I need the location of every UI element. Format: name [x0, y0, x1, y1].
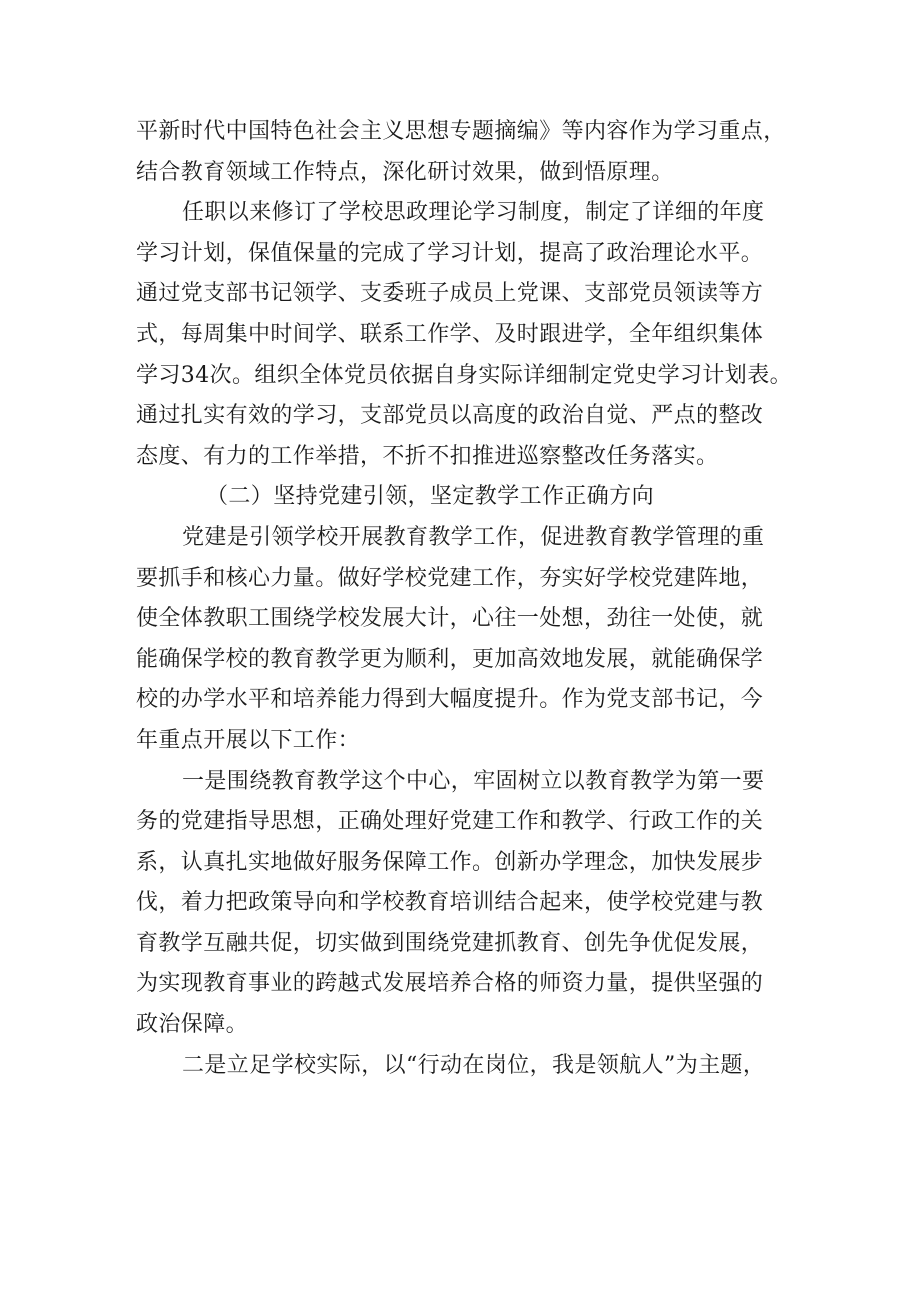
text-line: 要抓手和核心力量。做好学校党建工作，夯实好学校党建阵地，: [136, 565, 764, 591]
text-line: 通过扎实有效的学习，支部党员以高度的政治自觉、严点的整改: [136, 403, 764, 429]
text-line: 使全体教职工围绕学校发展大计，心往一处想，劲往一处使，就: [136, 606, 764, 632]
text-line: 务的党建指导思想，正确处理好党建工作和教学、行政工作的关: [136, 809, 764, 835]
paragraph-start-line: 任职以来修订了学校思政理论学习制度，制定了详细的年度: [182, 200, 765, 226]
text-line: 结合教育领域工作特点，深化研讨效果，做到悟原理。: [136, 159, 674, 185]
text-line: 政治保障。: [136, 1012, 249, 1038]
text-line: 式，每周集中时间学、联系工作学、及时跟进学，全年组织集体: [136, 321, 764, 347]
text-line: 伐，着力把政策导向和学校教育培训结合起来，使学校党建与教: [136, 890, 764, 916]
text-line: 通过党支部书记领学、支委班子成员上党课、支部党员领读等方: [136, 281, 764, 307]
text-line: 学习34次。组织全体党员依据自身实际详细制定党史学习计划表。: [136, 362, 792, 388]
text-line: 学习计划，保值保量的完成了学习计划，提高了政治理论水平。: [136, 240, 764, 266]
section-heading: （二）坚持党建引领，坚定教学工作正确方向: [206, 484, 655, 510]
paragraph-start-line: 党建是引领学校开展教育教学工作，促进教育教学管理的重: [182, 524, 765, 550]
document-body: [136, 112, 806, 1086]
text-line: 校的办学水平和培养能力得到大幅度提升。作为党支部书记，今: [136, 687, 764, 713]
paragraph-start-line: 一是围绕教育教学这个中心，牢固树立以教育教学为第一要: [182, 768, 765, 794]
text-line: 态度、有力的工作举措，不折不扣推进巡察整改任务落实。: [136, 443, 719, 469]
text-line: 系，认真扎实地做好服务保障工作。创新办学理念，加快发展步: [136, 849, 764, 875]
text-line: 平新时代中国特色社会主义思想专题摘编》等内容作为学习重点，: [136, 119, 786, 144]
text-line: 能确保学校的教育教学更为顺利，更加高效地发展，就能确保学: [136, 646, 764, 672]
text-line: 为实现教育事业的跨越式发展培养合格的师资力量，提供坚强的: [136, 971, 764, 997]
paragraph-start-line: 二是立足学校实际，以“行动在岗位，我是领航人”为主题，: [182, 1052, 766, 1078]
text-line: 育教学互融共促，切实做到围绕党建抓教育、创先争优促发展，: [136, 930, 764, 956]
text-line: 年重点开展以下工作：: [136, 727, 361, 753]
